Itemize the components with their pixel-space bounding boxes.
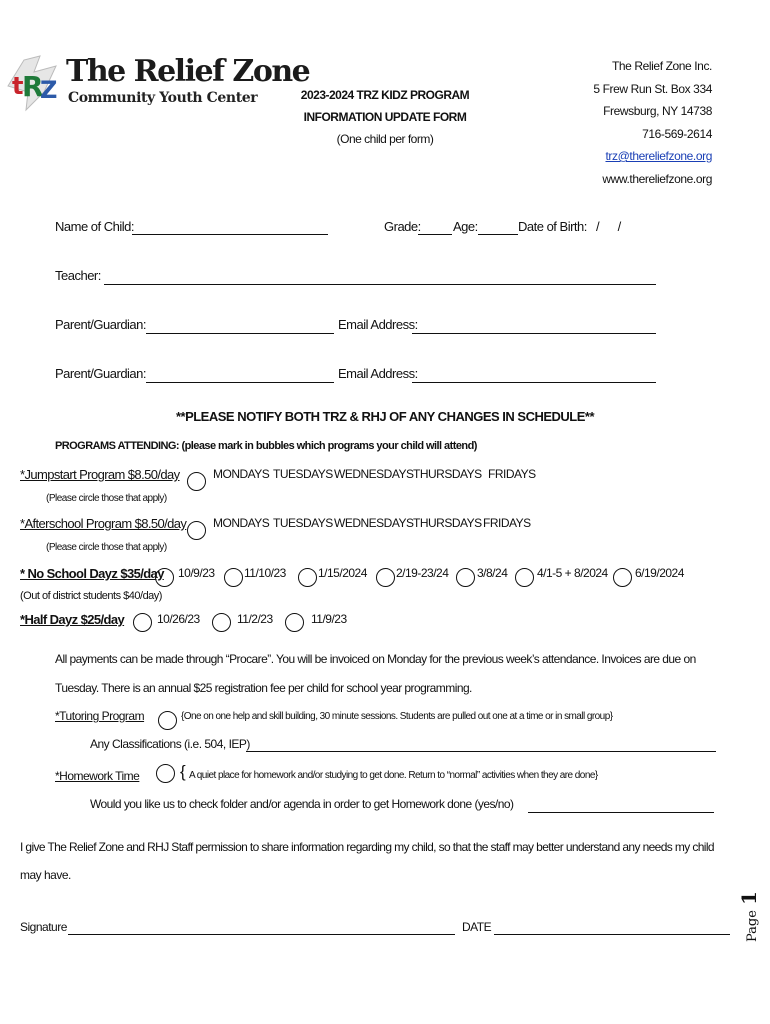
no-school-note: (Out of district students $40/day) xyxy=(20,590,162,602)
heading-line1: 2023-2024 TRZ KIDZ PROGRAM xyxy=(300,88,470,102)
half-dayz-label: *Half Dayz $25/day xyxy=(20,612,125,627)
no-school-bubble-6[interactable] xyxy=(515,568,534,587)
email1-label: Email Address: xyxy=(338,317,418,332)
afterschool-day-wed[interactable]: WEDNESDAYS xyxy=(334,516,414,530)
contact-org: The Relief Zone Inc. xyxy=(611,59,712,73)
homework-label: *Homework Time xyxy=(55,769,140,783)
homework-answer-field[interactable] xyxy=(528,812,714,813)
no-school-date-1: 10/9/23 xyxy=(178,566,215,580)
jumpstart-day-fri[interactable]: FRIDAYS xyxy=(488,467,536,481)
afterschool-day-mon[interactable]: MONDAYS xyxy=(213,516,270,530)
page-number-value: 1 xyxy=(737,891,761,905)
name-field[interactable] xyxy=(132,234,328,235)
page-label: Page xyxy=(745,910,760,942)
tutoring-bubble[interactable] xyxy=(158,711,177,730)
contact-address2: Frewsburg, NY 14738 xyxy=(603,104,712,118)
half-dayz-bubble-2[interactable] xyxy=(212,613,231,632)
jumpstart-day-wed[interactable]: WEDNESDAYS xyxy=(334,467,414,481)
logo-subtitle: Community Youth Center xyxy=(68,90,258,106)
half-dayz-date-3: 11/9/23 xyxy=(311,612,347,626)
date-field[interactable] xyxy=(494,934,730,935)
homework-bubble[interactable] xyxy=(156,764,175,783)
jumpstart-day-mon[interactable]: MONDAYS xyxy=(213,467,270,481)
heading-line2: INFORMATION UPDATE FORM xyxy=(303,110,467,124)
permission-line1: I give The Relief Zone and RHJ Staff permission to share information regarding my child, so that the staff may better understand any needs my child xyxy=(20,840,714,854)
no-school-date-2: 11/10/23 xyxy=(244,566,286,580)
afterschool-day-fri[interactable]: FRIDAYS xyxy=(483,516,531,530)
parent1-field[interactable] xyxy=(146,333,334,334)
tutoring-desc: {One on one help and skill building, 30 minute sessions. Students are pulled out one at a time or in small group} xyxy=(181,711,613,722)
logo-mark-icon xyxy=(4,52,66,114)
classifications-field[interactable] xyxy=(246,751,716,752)
half-dayz-bubble-1[interactable] xyxy=(133,613,152,632)
date-label: DATE xyxy=(462,920,492,934)
schedule-notice: **PLEASE NOTIFY BOTH TRZ & RHJ OF ANY CHANGES IN SCHEDULE** xyxy=(175,409,595,424)
age-field[interactable] xyxy=(478,234,518,235)
email2-label: Email Address: xyxy=(338,366,418,381)
parent2-label: Parent/Guardian: xyxy=(55,366,147,381)
parent2-field[interactable] xyxy=(146,382,334,383)
afterschool-label: *Afterschool Program $8.50/day xyxy=(20,516,187,531)
dob-label: Date of Birth: xyxy=(518,219,587,234)
contact-email[interactable]: trz@thereliefzone.org xyxy=(605,149,712,163)
heading-line3: (One child per form) xyxy=(336,132,434,146)
form-heading xyxy=(285,88,485,146)
no-school-date-6: 4/1-5 + 8/2024 xyxy=(537,566,608,580)
contact-phone: 716-569-2614 xyxy=(642,126,712,141)
programs-intro: PROGRAMS ATTENDING: (please mark in bubbles which programs your child will attend) xyxy=(55,440,477,452)
homework-brace: { xyxy=(180,762,186,781)
afterschool-bubble[interactable] xyxy=(187,521,206,540)
payments-line1: All payments can be made through “Procare”. You will be invoiced on Monday for the previous week’s attendance. Invoices are due on xyxy=(55,652,696,666)
logo xyxy=(4,52,310,114)
no-school-bubble-7[interactable] xyxy=(613,568,632,587)
jumpstart-note: (Please circle those that apply) xyxy=(46,493,167,504)
tutoring-label: *Tutoring Program xyxy=(55,709,145,723)
no-school-date-4: 2/19-23/24 xyxy=(396,566,449,580)
no-school-bubble-3[interactable] xyxy=(298,568,317,587)
contact-block xyxy=(593,55,712,190)
contact-address1: 5 Frew Run St. Box 334 xyxy=(593,81,712,96)
jumpstart-label: *Jumpstart Program $8.50/day xyxy=(20,467,180,482)
dob-field[interactable]: / / xyxy=(596,219,622,234)
classifications-label: Any Classifications (i.e. 504, IEP) xyxy=(90,737,250,751)
no-school-label: * No School Dayz $35/day xyxy=(20,566,164,581)
homework-desc: A quiet place for homework and/or studying to get done. Return to “normal” activities when they are done} xyxy=(189,770,598,781)
svg-text:R: R xyxy=(22,70,44,103)
afterschool-day-thu[interactable]: THURSDAYS xyxy=(413,516,482,530)
teacher-label: Teacher: xyxy=(55,268,101,283)
payments-line2: Tuesday. There is an annual $25 registration fee per child for school year programming. xyxy=(55,681,472,695)
logo-title: The Relief Zone xyxy=(66,54,310,89)
age-label: Age: xyxy=(453,219,478,234)
jumpstart-day-thu[interactable]: THURSDAYS xyxy=(413,467,482,481)
half-dayz-date-2: 11/2/23 xyxy=(237,612,273,626)
parent1-label: Parent/Guardian: xyxy=(55,317,147,332)
page-number xyxy=(737,891,761,942)
no-school-bubble-5[interactable] xyxy=(456,568,475,587)
no-school-date-5: 3/8/24 xyxy=(477,566,508,580)
permission-line2: may have. xyxy=(20,868,71,882)
svg-text:Z: Z xyxy=(40,76,58,104)
signature-label: Signature xyxy=(20,920,67,934)
no-school-bubble-1[interactable] xyxy=(155,568,174,587)
contact-website: www.thereliefzone.org xyxy=(602,171,712,186)
grade-label: Grade: xyxy=(384,219,421,234)
half-dayz-bubble-3[interactable] xyxy=(285,613,304,632)
homework-question: Would you like us to check folder and/or agenda in order to get Homework done (yes/no) xyxy=(90,797,514,811)
teacher-field[interactable] xyxy=(104,284,656,285)
grade-field[interactable] xyxy=(418,234,452,235)
jumpstart-bubble[interactable] xyxy=(187,472,206,491)
no-school-bubble-4[interactable] xyxy=(376,568,395,587)
no-school-date-3: 1/15/2024 xyxy=(318,566,367,580)
afterschool-day-tue[interactable]: TUESDAYS xyxy=(273,516,333,530)
signature-field[interactable] xyxy=(68,934,455,935)
half-dayz-date-1: 10/26/23 xyxy=(157,612,200,626)
svg-text:t: t xyxy=(12,72,24,100)
jumpstart-day-tue[interactable]: TUESDAYS xyxy=(273,467,333,481)
email1-field[interactable] xyxy=(412,333,656,334)
no-school-date-7: 6/19/2024 xyxy=(635,566,684,580)
email2-field[interactable] xyxy=(412,382,656,383)
afterschool-note: (Please circle those that apply) xyxy=(46,542,167,553)
name-label: Name of Child: xyxy=(55,219,134,234)
no-school-bubble-2[interactable] xyxy=(224,568,243,587)
